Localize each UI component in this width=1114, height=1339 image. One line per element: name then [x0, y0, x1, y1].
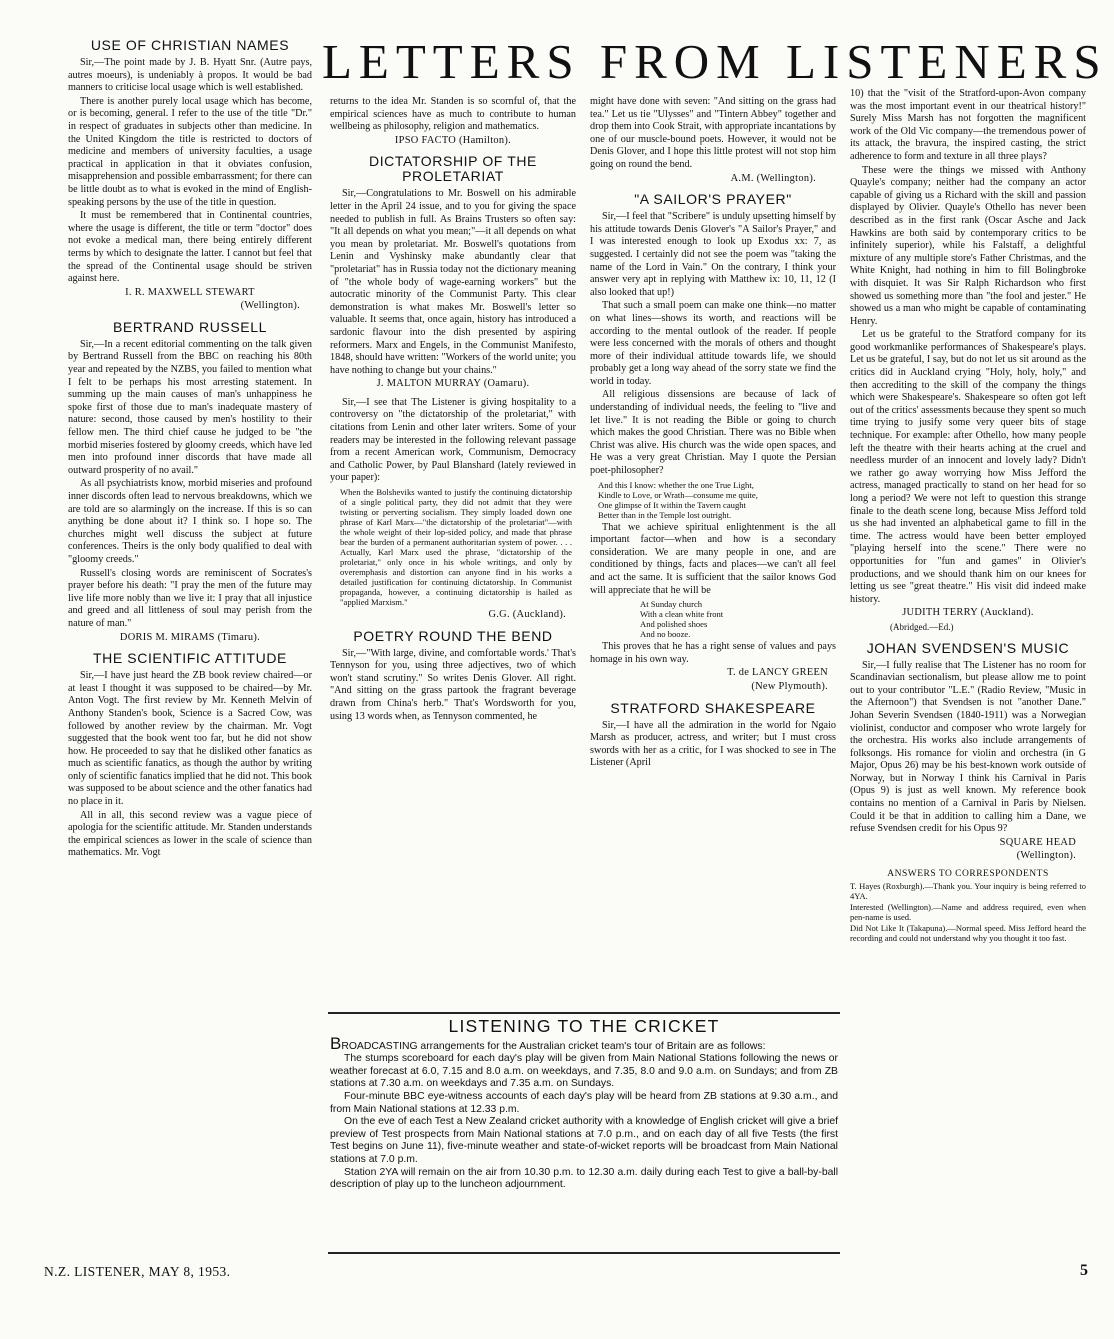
letter-paragraph: That such a small poem can make one think—no matter on what lines—shows its worth, and reactions will be according to the mental outlook of the reader. If people were less concerned with the morals of others and thought more of their individual attitude towards life, we should probably get a long way ahead of the sorry state we find the world in today. — [590, 300, 836, 387]
block-quote: When the Bolsheviks wanted to justify the continuing dictatorship of a single political party, they did not admit that they were twisting or perverting socialism. They simply loaded down one phrase of Karl Marx—"the dictatorship of the proletariat"—with the whole weight of their lop-sided policy, and made that phrase bear the burden of a permanent authoritarian system of power. . . . Actually, Karl Marx used the phrase, "dictatorship of the proletariat," only once in his whole writings, and only by overemphasis and distortion can anyone find in his works a detailed justification for continuing dictatorship. In Communist propaganda, however, a continuing dictatorship is hailed as "applied Marxism." — [340, 487, 572, 608]
masthead-title: LETTERS FROM LISTENERS — [322, 34, 1108, 89]
page-number: 5 — [1080, 1262, 1088, 1279]
letter-paragraph: Sir,—I have all the admiration in the world for Ngaio Marsh as producer, actress, and writer; but I must cross swords with her as a critic, for I was shocked to see in The Listener (April — [590, 719, 836, 769]
issue-footer: N.Z. LISTENER, MAY 8, 1953. — [44, 1264, 231, 1279]
signature: I. R. MAXWELL STEWART — [125, 286, 255, 298]
letter-paragraph: All religious dissensions are because of lack of understanding of individual needs, the feeling to "live and let live." It is not reading the Bible or going to church which makes the good Christian. There was no Bible when Christ was alive. His church was the wide open spaces, and He was a very great Christian. May I quote the Persian poet-philosopher? — [590, 389, 836, 477]
heading-svendsen-music: JOHAN SVENDSEN'S MUSIC — [866, 639, 1070, 656]
heading-dictatorship: DICTATORSHIP OF THE PROLETARIAT — [368, 153, 537, 185]
letter-paragraph: These were the things we missed with Anthony Quayle's company; neither had the company an actor capable of giving us a Richard with the skill and passion displayed by Olivier. Quayle's Othello has never been described as in the first rank (Oscar Asche and Jack Hawkins are both said by contemporary critics to be infinitely superior), while his Falstaff, a delightful mixture of any multiple store's Father Christmas, and the White Knight, had nothing in him to fill Bolingbroke with disquiet. It was Sir Ralph Richardson who first showed us something more than "the fool and jester." He showed us a man who might be capable of contaminating Henry. — [850, 164, 1086, 327]
poem-quote: And this I know: whether the one True Light, Kindle to Love, or Wrath—consume me quite, One glimpse of It within the Tavern caught Better than in the Temple lost outright. — [598, 479, 758, 520]
box-top-rule — [328, 1012, 840, 1014]
correspondents-title: ANSWERS TO CORRESPONDENTS — [887, 869, 1049, 880]
cricket-lead-text: ROADCASTING arrangements for the Australian cricket team's tour of Britain are as follows: — [341, 1040, 766, 1052]
heading-sailors-prayer: "A SAILOR'S PRAYER" — [634, 191, 792, 208]
letter-paragraph: That we achieve spiritual enlightenment is the all important factor—when and how is a secondary consideration. We are many people in one, and are conditioned by things, facts and places—we can't all feel and act the same. It is sufficient that the sailor knows God will appreciate that he will be — [590, 521, 836, 596]
signature: T. de LANCY GREEN — [727, 667, 828, 679]
column-1 — [68, 38, 312, 1258]
signature: IPSO FACTO (Hamilton). — [394, 134, 512, 146]
letter-paragraph: It must be remembered that in Continental countries, where the usage is different, the title or term "doctor" does not evoke a medical man, there being entirely different terms by which to designate the latter. I cannot but feel that the spread of the Continental usage should be striven against here. — [68, 210, 312, 285]
editor-note: (Abridged.—Ed.) — [890, 621, 954, 632]
letter-paragraph: There is another purely local usage which has become, or is becoming, general. I refer to the use of the title "Dr." in respect of graduates in subjects other than medicine. In the United Kingdom the title is restricted to doctors of medicine and members of university faculties, a usage practical in application in that it obviates confusion, misapprehension and possible embarrassment; for there can be little doubt as to what is evoked in the mind of English-speaking persons by the use of the title in question. — [68, 95, 312, 208]
letter-paragraph: As all psychiatrists know, morbid miseries and profound inner discords often lead to nervous breakdowns, which we are told are so alarmingly on the increase. If this is so can anything be done about it? I think so. I hope so. The churches might well discuss the subject at future conferences. Theirs is the only body qualified to deal with "gloomy creeds." — [68, 478, 312, 565]
letter-paragraph: returns to the idea Mr. Standen is so scornful of, that the empirical sciences have as much to contribute to human wellbeing as philosophy, religion and mathematics. — [330, 96, 576, 133]
letter-paragraph: Sir,—I feel that "Scribere" is unduly upsetting himself by his attitude towards Denis Glover's "A Sailor's Prayer," and I was interested enough to look up Exodus xx: 7, as suggested. I certainly did not see the poem was "taking the name of the Lord in Vain." On the contrary, I think your answer very apt in replying with Matthew ix: 10, 11, 12 (I also looked that up!) — [590, 211, 836, 298]
letter-paragraph: 10) that the "visit of the Stratford-upon-Avon company was the most important event in our theatrical history!" Surely Miss Marsh has not forgotten the magnificent work of the Old Vic company—the tremendous power of its attack, the bravura, the inspired casting, the strict adherence to form and texture in all three plays? — [850, 88, 1086, 162]
drop-cap: B — [330, 1033, 342, 1053]
signature: G.G. (Auckland). — [488, 609, 566, 621]
heading-stratford-shakespeare: STRATFORD SHAKESPEARE — [610, 699, 816, 716]
poem-quote: At Sunday church With a clean white front And polished shoes And no booze. — [640, 599, 724, 640]
column-4 — [850, 88, 1086, 1268]
cricket-paragraph: On the eve of each Test a New Zealand cricket authority with a knowledge of English cricket will give a brief preview of Test prospects from Main National stations at 7.0 p.m., and on each day of all five Tests (the first Test begins on June 11), five-minute weather and state-of-wicket reports will be broadcast from Main National stations at 7.0 p.m. — [330, 1116, 838, 1165]
column-2 — [330, 96, 576, 1008]
letter-paragraph: Sir,—In a recent editorial commenting on the talk given by Bertrand Russell from the BBC on reaching his 80th year and repeated by the NZBS, you failed to mention what I felt to be perhaps his most arresting statement. In summing up the main causes of man's unhappiness he spoke first of those due to man's inadequate mastery of nature: second, those caused by men's hostility to their fellow men. The third chief cause he judged to be "the morbid miseries fostered by gloomy creeds, which have led men into profound inner discords that have made all outward prosperity of no avail." — [68, 338, 312, 476]
cricket-paragraph: Four-minute BBC eye-witness accounts of each day's play will be heard from ZB stations at 9.30 a.m., and from Main National stations at 12.33 p.m. — [330, 1090, 838, 1115]
letter-paragraph: Sir,—I fully realise that The Listener has no room for Scandinavian sectionalism, but please allow me to point out to your contributor "L.E." (Radio Review, "Music in the Afternoon") that Svendsen is not "another Dane." Johan Severin Svendsen (1840-1911) was a Norwegian violinist, conductor and composer who wrote largely for the orchestra. His works also include arrangements of folksongs. His romance for violin and orchestra (in G Major, Opus 26) may be his best-known work outside of Norway, but in Norway I think his Carnival in Paris (Opus 9) is just as well known. My reference book contains no mention of a Carnival in Paris by Nielsen. Could it be that in addition to calling him a Dane, we refuse Svendsen credit for his Opus 9? — [850, 659, 1086, 835]
signature-location: (Wellington). — [1016, 850, 1076, 862]
letter-paragraph: Russell's closing words are reminiscent of Socrates's prayer before his death: "I pray the men of the future may live life more nobly than we live it: I pray that all injustice and greed and all littleness of soul may perish from the nature of man." — [68, 567, 312, 629]
column-3 — [590, 96, 836, 1008]
signature-location: (Wellington). — [240, 300, 300, 312]
letter-paragraph: Sir,—I see that The Listener is giving hospitality to a controversy on "the dictatorship of the proletariat," with citations from Lenin and other later writers. Some of your readers may be interested in the following relevant passage from a recent American work, Communism, Democracy and Catholic Power, by Paul Blanshard (lately reviewed in your paper): — [330, 396, 576, 484]
box-bottom-rule — [328, 1252, 840, 1254]
letter-paragraph: might have done with seven: "And sitting on the grass had tea." Let us tie "Ulysses" and "Tintern Abbey" together and drop them into Cook Strait, with appropriate incantations by one of our muscle-bound poets. However, it would not be Denis Glover, and I hope this little protest will not stop him going on round the bend. — [590, 96, 836, 170]
correspondent-answer: Did Not Like It (Takapuna).—Normal speed. Miss Jefford heard the recording and could not understand why you thought it too fast. — [850, 923, 1086, 944]
heading-christian-names: USE OF CHRISTIAN NAMES — [90, 38, 290, 53]
cricket-box — [330, 1016, 838, 1250]
correspondent-answer: Interested (Wellington).—Name and address required, even when pen-name is used. — [850, 902, 1086, 923]
correspondent-answer: T. Hayes (Roxburgh).—Thank you. Your inquiry is being referred to 4YA. — [850, 881, 1086, 902]
signature: DORIS M. MIRAMS (Timaru). — [119, 631, 261, 643]
heading-scientific-attitude: THE SCIENTIFIC ATTITUDE — [93, 650, 287, 667]
correspondents-section — [850, 869, 1086, 943]
signature-location: (New Plymouth). — [751, 680, 828, 692]
cricket-paragraph: The stumps scoreboard for each day's play will be given from Main National Stations following the news or weather forecast at 6.0, 7.15 and 8.0 a.m. on weekdays, and 7.35, 8.0 and 9.0 a.m. on Sundays; and from ZB stations at 7.30 a.m. on weekdays and 7.35 a.m. on Sundays. — [330, 1053, 838, 1090]
heading-bertrand-russell: BERTRAND RUSSELL — [112, 318, 268, 335]
signature: JUDITH TERRY (Auckland). — [902, 607, 1034, 619]
signature: SQUARE HEAD — [999, 836, 1076, 848]
letter-paragraph: Sir,—The point made by J. B. Hyatt Snr. (Autre pays, autres moeurs), is undeniably à propos. It would be bad manners to criticise local usage which is well established. — [68, 57, 312, 94]
signature: A.M. (Wellington). — [730, 172, 816, 184]
letter-paragraph: Let us be grateful to the Stratford company for its good workmanlike performances of Shakespeare's plays. Let us be grateful, I say, but do not let us sit around as the critics did in Auckland crying "Holy, holy, holy," and then accrediting to the skill of the company the things which were Shakespeare's. Shakespeare so often got left out of the critics' assessments because they spent so much time trying to jusify some very queer bits of stage technique. For example: after Othello, how many people left the theatre with their hearts aching at the cruel and needless murder of an innocent and lovely lady? Didn't we rather go away worrying how Miss Jefford the actress, managed practically to stand on her head for so long a period? We were not left to question this strange finale to the death scene long, because Miss Jefford told us she had invented an alphabetical game to fill in the time. The actress would have been better employed "playing herself into the scene." There were no opportunities for "fun and games" in Olivier's productions, and we should thank him on our knees for letting us see "great theatre." His visit did indeed make history. — [850, 329, 1086, 605]
letter-paragraph: All in all, this second review was a vague piece of apologia for the scientific attitude. Mr. Standen understands the empirical sciences as lower in the scale of science than mathematics. Mr. Vogt — [68, 809, 312, 859]
letter-paragraph: Sir,—Congratulations to Mr. Boswell on his admirable letter in the April 24 issue, and to you for giving the space needed to publish in full. As Brains Trusters so often say: "It all depends on what you mean;"—it all depends on what you mean by proletariat. Mr. Boswell's quotations from Lenin and Vyshinsky make abundantly clear that "proletariat" has in Russia today not the dictionary meaning of "the whole body of wage-earning workers" but the autocratic minority of the Communist Party. This clear demonstration is what makes Mr. Boswell's letter so valuable. It seems that, once again, history has introduced a sardonic flavour into the dish presented by aspiring reformers. Marx and Engels, in the Communist Manifesto, 1848, should have written: "Workers of the world unite; you have nothing to change but your chains." — [330, 188, 576, 376]
letter-paragraph: This proves that he has a right sense of values and pays homage in his own way. — [590, 641, 836, 665]
letter-paragraph: Sir,—"With large, divine, and comfortable words.' That's Tennyson for you, using three adjectives, two of which won't stand scrutiny." So writes Denis Glover. All right. "And sitting on the grass partook the fragrant beverage drawn from China's herb." That's Wordsworth for you, using 13 words when, as Tennyson commented, he — [330, 647, 576, 722]
letter-paragraph: Sir,—I have just heard the ZB book review chaired—or at least I thought it was supposed to be chaired—by Mr. Anton Vogt. The first review by Mr. Kenneth Melvin of Anthony Standen's book, Science is a Sacred Cow, was followed by another review by the chairman. Mr. Vogt suggested that the book went too far, but he did not show how. He proceeded to say that he disliked other fanatics as much as scientific fanatics, as though the author by writing only of scientific fanatics implied that he did not. This book was supposed to be about science and the other fanatics had no place in it. — [68, 670, 312, 808]
heading-poetry-round-bend: POETRY ROUND THE BEND — [353, 627, 553, 644]
cricket-title: LISTENING TO THE CRICKET — [448, 1016, 720, 1036]
cricket-paragraph: Station 2YA will remain on the air from 10.30 p.m. to 12.30 a.m. daily during each Test to give a ball-by-ball description of play up to the luncheon adjournment. — [330, 1166, 838, 1191]
signature: J. MALTON MURRAY (Oamaru). — [376, 378, 530, 390]
cricket-lead — [330, 1033, 838, 1054]
